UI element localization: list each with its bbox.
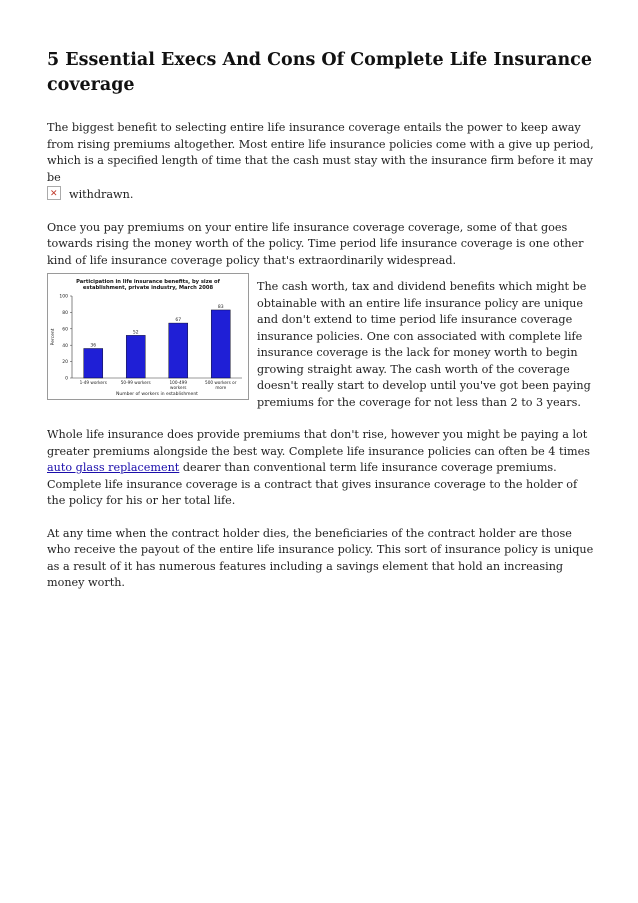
paragraph-1: [47, 120, 595, 204]
paragraph-1-tail: withdrawn.: [69, 188, 134, 201]
category-label: more: [215, 385, 227, 390]
category-label: 500 workers or: [205, 380, 237, 385]
paragraph-4: [47, 427, 595, 510]
y-tick-label: 40: [62, 343, 68, 349]
x-axis-label: Number of workers in establishment: [116, 392, 198, 397]
bar: [169, 323, 188, 378]
document-page: [47, 48, 595, 608]
broken-image-icon: [47, 186, 61, 200]
y-tick-label: 20: [62, 360, 68, 366]
category-label: 1-49 workers: [79, 380, 107, 385]
bar: [126, 335, 145, 378]
data-label: 83: [217, 304, 224, 310]
paragraph-3-text: The cash worth, tax and dividend benefits which might be obtainable with an entire life insurance policy are unique and don't extend to time period life insurance coverage insurance policies. One con associated with complete life insurance coverage is the lack for money worth to begin growing straight away. The cash worth of the coverage doesn't really start to develop until you've got been paying premiums for the coverage for not less than 2 to 3 years.: [257, 280, 591, 409]
paragraph-1-text: The biggest benefit to selecting entire life insurance coverage entails the power to keep away from rising premiums altogether. Most entire life insurance policies come with a give up period, which is a specified length of time that the cash must stay with the insurance firm before it may be: [47, 121, 594, 184]
paragraph-5: [47, 526, 595, 592]
y-tick-label: 60: [62, 327, 68, 333]
data-label: 67: [175, 318, 182, 324]
paragraph-4-text-before: Whole life insurance does provide premiums that don't rise, however you might be paying a lot greater premiums alongside the best way. Complete life insurance policies can often be 4 times: [47, 428, 591, 458]
category-label: 50-99 workers: [120, 380, 151, 385]
bar: [211, 310, 230, 378]
auto-glass-replacement-link[interactable]: auto glass replacement: [47, 461, 180, 474]
bar: [84, 348, 103, 378]
chart-bars: [84, 310, 231, 378]
paragraph-4-text-after: dearer than conventional term life insurance coverage premiums. Complete life insurance coverage is a contract that gives insurance coverage to the holder of the policy for his or her total life.: [47, 461, 578, 507]
category-label: workers: [170, 385, 187, 390]
data-label: 52: [132, 330, 139, 336]
paragraph-2: [47, 220, 595, 270]
bar-chart: [47, 273, 249, 400]
paragraph-2-text: Once you pay premiums on your entire life insurance coverage coverage, some of that goes towards rising the money worth of the policy. Time period life insurance coverage is one other kind of life insurance coverage policy that's extraordinarily widespread.: [47, 220, 584, 267]
paragraph-5-text: At any time when the contract holder dies, the beneficiaries of the contract holder are those who receive the payout of the entire life insurance policy. This sort of insurance policy is unique as a result of it has numerous features including a savings element that hold an increasing money worth.: [47, 526, 594, 589]
y-axis-label: Percent: [51, 328, 56, 346]
chart-title-line-2: establishment, private industry, March 2008: [82, 285, 214, 291]
chart-title: Participation in life insurance benefits, by size of: [76, 279, 220, 285]
y-tick-label: 80: [62, 311, 68, 316]
page-title: 5 Essential Execs And Cons Of Complete Life Insurance coverage: [47, 50, 592, 95]
data-label: 36: [90, 343, 97, 349]
y-tick-label: 100: [59, 294, 68, 300]
category-label: 100-499: [169, 380, 187, 385]
y-tick-label: 0: [65, 376, 68, 382]
bar-chart-svg: [48, 274, 248, 399]
